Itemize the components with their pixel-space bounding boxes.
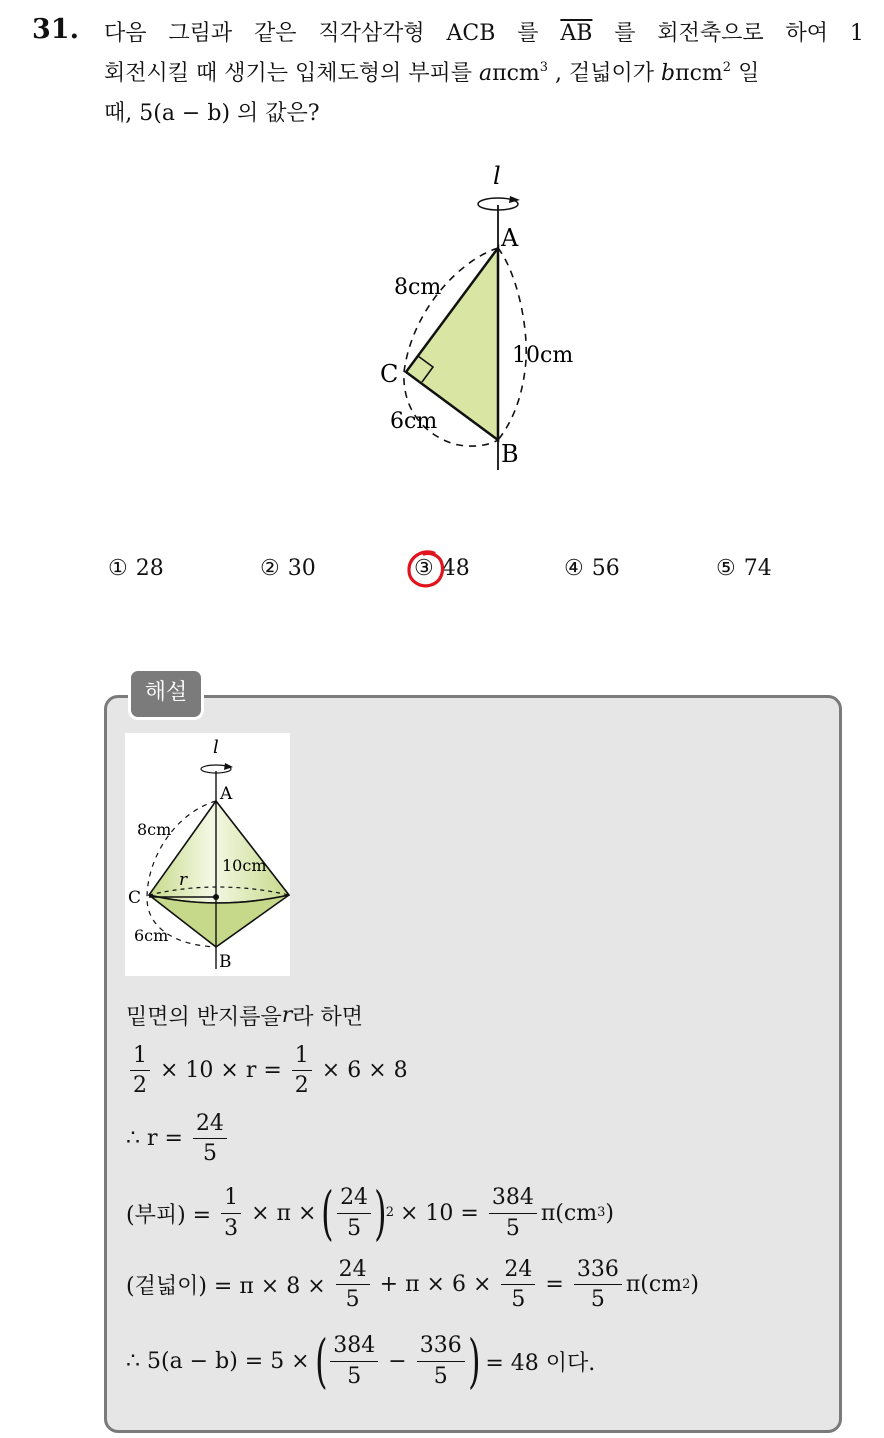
- sol-line-5: (겉넓이) = π × 8 × $\frac{24}{5}$ + π × 6 × $\frac{24}{5}$ = $\frac{336}{5}$ π(cm 2 ): [126, 1257, 699, 1313]
- label-cb-length: 6cm: [390, 409, 438, 434]
- choice-4[interactable]: ④ 56: [564, 556, 620, 581]
- lower-cone: [149, 895, 289, 947]
- sol-line-6: ∴ 5(a − b) = 5 × ( $\frac{384}{5}$ − $\frac{336}{5}$ ) = 48 이다.: [126, 1327, 596, 1395]
- vertex-a: A: [220, 784, 233, 804]
- sol-line-1: 밑면의 반지름을 r 라 하면: [126, 1003, 364, 1030]
- arrowhead-icon: [509, 196, 520, 203]
- answer-circle-mark: [404, 547, 448, 591]
- triangle-rotation-figure: [350, 160, 610, 480]
- choice-2[interactable]: ② 30: [260, 556, 316, 581]
- label-ac-length: 8cm: [394, 275, 442, 300]
- answer-choices: [108, 556, 808, 592]
- question-line-1: 다음 그림과 같은 직각삼각형 ACB 를 $\overline{AB}$ 를 회전축으로 하여 1: [104, 14, 864, 54]
- label-cb-length: 6cm: [134, 926, 169, 945]
- sol-line-2: $\frac{1}{2}$ × 10 × r = $\frac{1}{2}$ × 6 × 8: [126, 1044, 414, 1097]
- vertex-b: B: [219, 952, 232, 972]
- question-line-2: 회전시킬 때 생기는 입체도형의 부피를 aπcm$^3$ , 겉넓이가 bπcm$^2$ 일: [104, 60, 760, 86]
- sol-line-3: ∴ r = $\frac{24}{5}$: [126, 1112, 231, 1165]
- segment-ab: $\overline{AB}$: [560, 21, 593, 46]
- label-ab-length: 10cm: [512, 343, 574, 368]
- vertex-c: C: [380, 360, 399, 388]
- vertex-b: B: [501, 440, 519, 468]
- upper-cone: [149, 801, 289, 903]
- question-text: [104, 14, 864, 134]
- arrowhead-icon: [224, 763, 233, 770]
- vertex-a: A: [501, 224, 519, 252]
- label-ab-length: 10cm: [222, 856, 267, 875]
- label-radius: r: [179, 870, 188, 890]
- sol-line-4: (부피) = $\frac{1}{3}$ × π × ( $\frac{24}{5}$ ) 2 × 10 = $\frac{384}{5}$ π(cm 3 ): [126, 1179, 614, 1247]
- axis-label: l: [493, 162, 501, 190]
- cone-solid-figure: [125, 733, 290, 976]
- label-ac-length: 8cm: [137, 820, 172, 839]
- choice-1[interactable]: ① 28: [108, 556, 164, 581]
- choice-3[interactable]: ③ 48: [414, 556, 470, 581]
- axis-label: l: [213, 737, 219, 758]
- choice-5[interactable]: ⑤ 74: [716, 556, 772, 581]
- question-number: 31.: [32, 14, 79, 45]
- solution-tag: 해설: [128, 668, 204, 720]
- vertex-c: C: [128, 888, 142, 908]
- question-line-3: 때, 5(a − b) 의 값은?: [104, 101, 320, 126]
